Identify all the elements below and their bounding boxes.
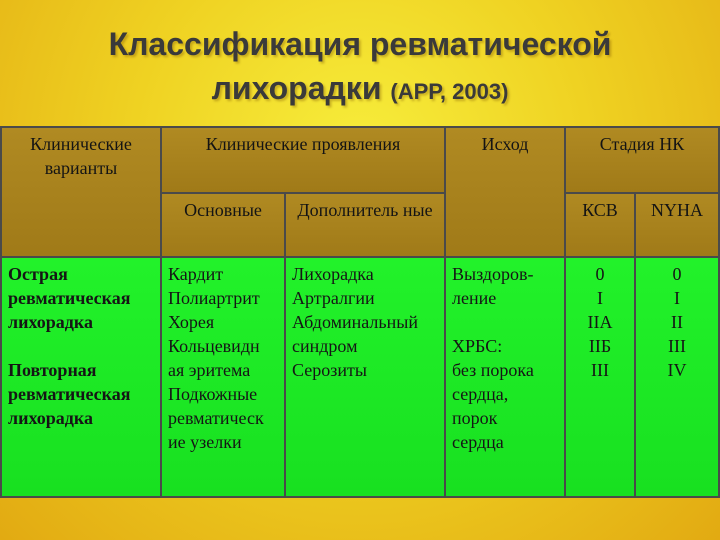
outcome-item: сердца, xyxy=(452,384,509,404)
header-nyha: NYHA xyxy=(634,192,720,258)
header-clinical-manifestations: Клинические проявления xyxy=(160,126,446,194)
classification-table xyxy=(0,126,720,498)
additional-item: Лихорадка xyxy=(292,264,374,284)
additional-item: синдром xyxy=(292,336,358,356)
ksv-item: IIА xyxy=(587,312,613,332)
outcome-item: порок xyxy=(452,408,498,428)
main-item: ая эритема xyxy=(168,360,251,380)
outcome-item: Выздоров- xyxy=(452,264,534,284)
title-line-1: Классификация ревматической xyxy=(108,26,612,62)
nyha-item: III xyxy=(668,336,686,356)
variants-cell xyxy=(0,256,162,498)
nyha-item: II xyxy=(671,312,683,332)
ksv-item: 0 xyxy=(595,264,605,284)
title-source: (АРР, 2003) xyxy=(390,79,509,104)
main-item: Подкожные xyxy=(168,384,258,404)
main-item: Кардит xyxy=(168,264,224,284)
title-line-2-main: лихорадки xyxy=(211,70,382,106)
main-item: ие узелки xyxy=(168,432,242,452)
outcome-item: сердца xyxy=(452,432,504,452)
nyha-item: IV xyxy=(667,360,687,380)
ksv-item: IIБ xyxy=(588,336,612,356)
header-heart-failure-stage: Стадия НК xyxy=(564,126,720,194)
outcome-item: ХРБС: xyxy=(452,336,503,356)
additional-item: Абдоминальный xyxy=(292,312,418,332)
variant-recurrent: Повторная ревматическая лихорадка xyxy=(8,360,131,428)
ksv-cell xyxy=(564,256,636,498)
outcome-item: без порока xyxy=(452,360,534,380)
outcome-item: ление xyxy=(452,288,497,308)
header-ksv: КСВ xyxy=(564,192,636,258)
header-outcome: Исход xyxy=(444,126,566,258)
additional-item: Серозиты xyxy=(292,360,367,380)
variant-acute: Острая ревматическая лихорадка xyxy=(8,264,131,332)
header-main: Основные xyxy=(160,192,286,258)
slide-title xyxy=(0,22,720,114)
main-item: Полиартрит xyxy=(168,288,260,308)
header-clinical-variants: Клинические варианты xyxy=(0,126,162,258)
nyha-item: I xyxy=(674,288,680,308)
ksv-item: III xyxy=(591,360,609,380)
nyha-cell xyxy=(634,256,720,498)
nyha-item: 0 xyxy=(672,264,682,284)
main-item: ревматическ xyxy=(168,408,264,428)
outcome-cell xyxy=(444,256,566,498)
additional-item: Артралгии xyxy=(292,288,375,308)
title-line-2 xyxy=(0,66,720,114)
additional-manifestations-cell xyxy=(284,256,446,498)
header-additional: Дополнитель ные xyxy=(284,192,446,258)
main-item: Кольцевидн xyxy=(168,336,260,356)
main-item: Хорея xyxy=(168,312,215,332)
ksv-item: I xyxy=(597,288,603,308)
main-manifestations-cell xyxy=(160,256,286,498)
